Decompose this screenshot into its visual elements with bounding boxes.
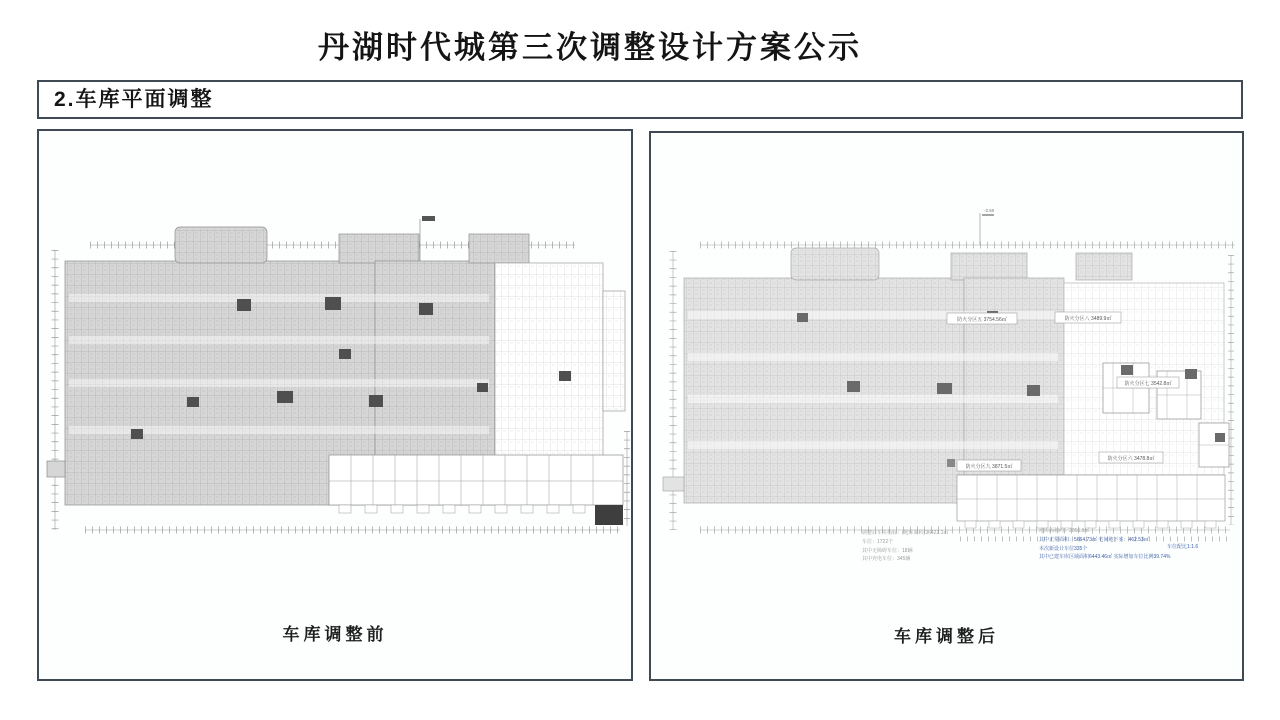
page-title: 丹湖时代城第三次调整设计方案公示 — [318, 30, 862, 65]
fire-zone-label: 防火分区五 3754.56㎡ — [957, 317, 1007, 323]
garage-stats-existing — [862, 529, 982, 564]
stat-line: 其中正常面积：5664.73㎡ 宅间地下室：462.53㎡ — [1039, 536, 1149, 543]
level-mark: -2.50 — [984, 208, 995, 213]
section-header-bar — [37, 80, 1243, 119]
unit-row — [957, 475, 1225, 528]
floor-plan-before — [39, 131, 631, 679]
caption-after: 车库调整后 — [894, 627, 999, 646]
datum-flag — [420, 216, 435, 261]
datum-flag — [980, 208, 995, 245]
title-block — [595, 505, 623, 525]
fire-zone-label: 防火分区八 3489.9㎡ — [1064, 316, 1112, 322]
stat-line: 其中充电车位：345辆 — [862, 556, 911, 563]
stat-line: 其中无障碍车位：18辆 — [862, 547, 913, 554]
stat-line: 车位：1722个 — [862, 538, 894, 545]
panel-garage-before — [37, 129, 633, 681]
stat-line: 调整后车库指标：(地库面积)36422.1㎡ — [862, 530, 949, 536]
fire-zone-label: 防火分区六 3478.8㎡ — [1107, 456, 1155, 462]
fire-zone-label: 防火分区九 3871.5㎡ — [965, 464, 1013, 470]
section-title: 2.车库平面调整 — [54, 88, 214, 111]
floor-plan-after — [651, 133, 1242, 679]
panel-garage-after — [649, 131, 1244, 681]
unit-row — [329, 455, 623, 513]
stat-line: 其中已建车库区域面积6443.46㎡ 实际增加车位比例39.74% — [1039, 554, 1171, 561]
stat-line: 本次新设计车位335个 — [1039, 545, 1088, 552]
fire-zone-label: 防火分区七 3542.8㎡ — [1124, 381, 1172, 387]
parking-ratio: 车位配比1:1.6 — [1167, 544, 1199, 550]
caption-before: 车库调整前 — [282, 625, 388, 644]
stat-line: 地库面积约：3056.9㎡ — [1039, 528, 1090, 534]
